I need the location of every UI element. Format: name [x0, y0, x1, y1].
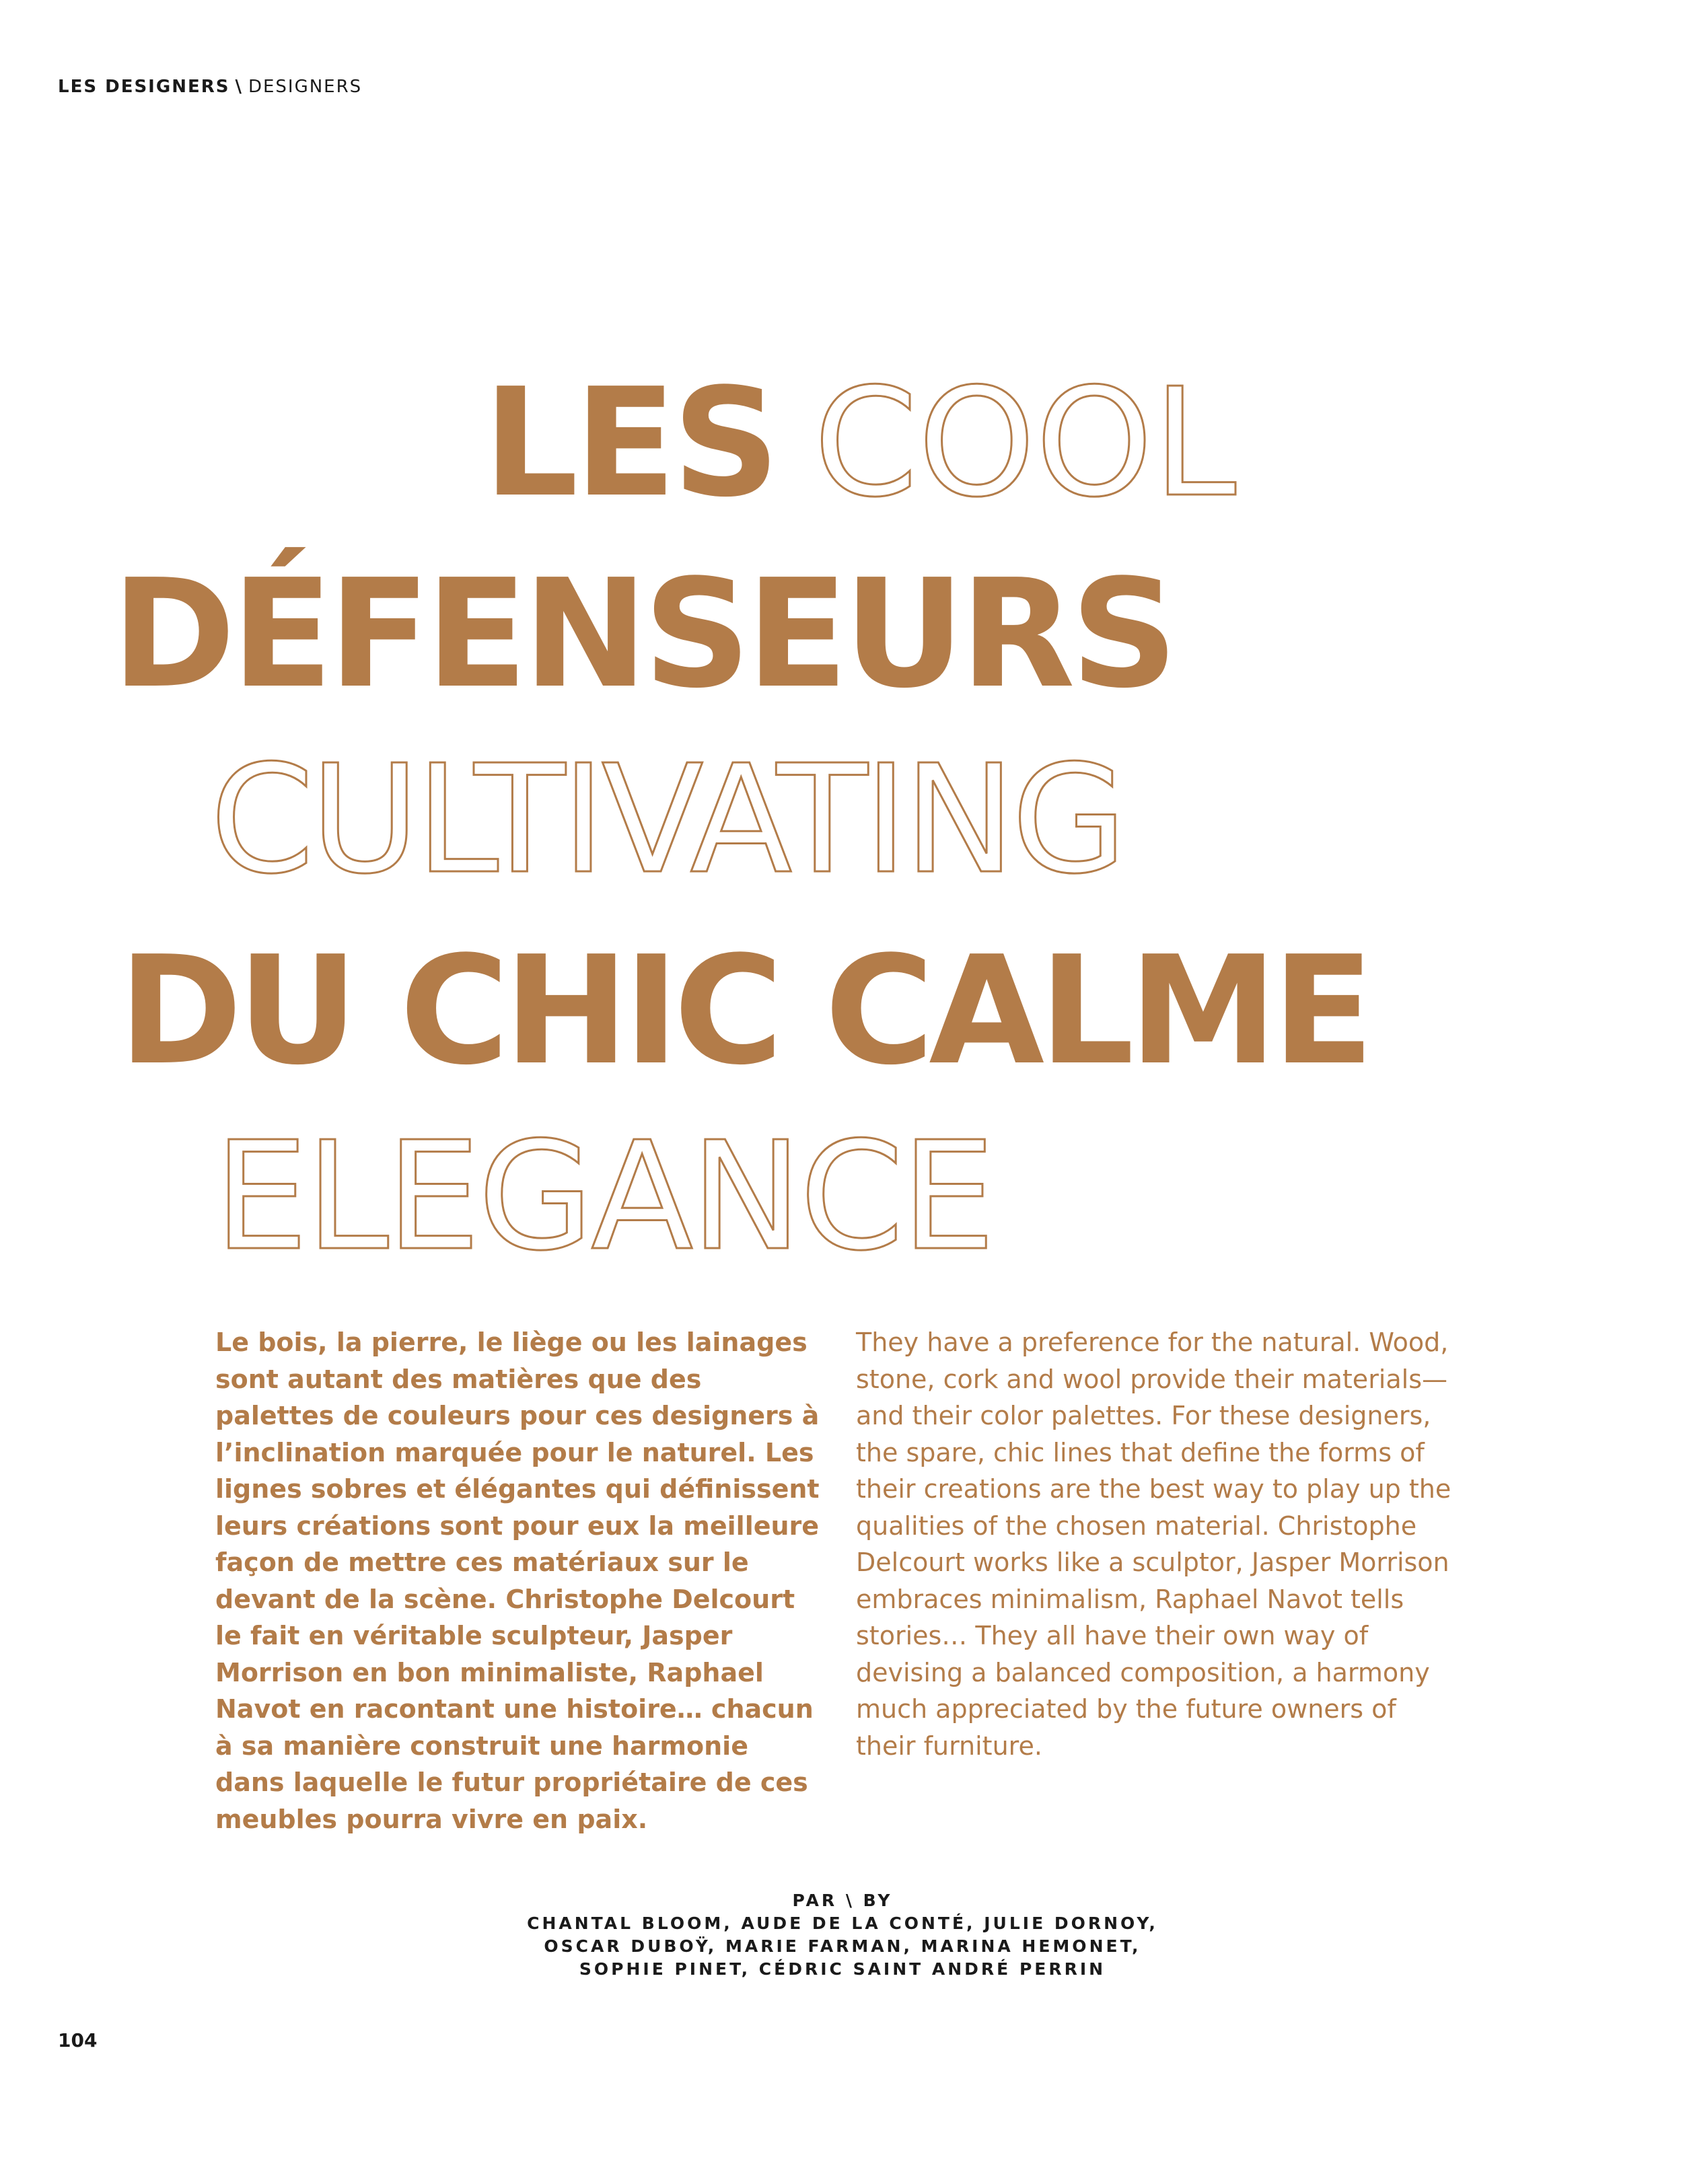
headline-line-1 [483, 357, 1237, 530]
section-separator: \ [235, 77, 243, 97]
headline-line-2 [112, 548, 1174, 721]
headline-line-5 [214, 1110, 993, 1284]
headline-cultivating: CULTIVATING [210, 733, 1124, 907]
headline-cool: COOL [814, 357, 1237, 530]
headline-defenseurs: DÉFENSEURS [112, 548, 1174, 721]
byline-line: SOPHIE PINET, CÉDRIC SAINT ANDRÉ PERRIN [579, 1959, 1106, 1979]
byline [0, 1889, 1685, 1981]
headline-elegance: ELEGANCE [214, 1110, 993, 1284]
headline-line-3 [210, 733, 1124, 907]
section-fr: LES DESIGNERS [58, 77, 230, 97]
section-en: DESIGNERS [248, 77, 363, 97]
intro-english: They have a preference for the natural. Wood, stone, cork and wool provide their materials—and their color palettes. For these designers, the spare, chic lines that define the forms of their creations are the best way to play up the qualities of the chosen material. Christophe Delcourt works like a sculptor, Jasper Morrison embraces minimalism, Raphael Navot tells stories… They all have their own way of devising a balanced composition, a harmony much appreciated by the future owners of their furniture. [856, 1327, 1451, 1761]
headline-du-chic-calme: DU CHIC CALME [118, 924, 1369, 1098]
byline-line: CHANTAL BLOOM, AUDE DE LA CONTÉ, JULIE DORNOY, [527, 1914, 1158, 1933]
intro-french: Le bois, la pierre, le liège ou les lainages sont autant des matières que des palettes de couleurs pour ces designers à l’inclination marquée pour le naturel. Les lignes sobres et élégantes qui définissent leurs créations sont pour eux la meilleure façon de mettre ces matériaux sur le devant de la scène. Christophe Delcourt le fait en véritable sculpteur, Jasper Morrison en bon minimaliste, Raphael Navot en racontant une histoire… chacun à sa manière construit une harmonie dans laquelle le futur propriétaire de ces meubles pourra vivre en paix. [215, 1327, 820, 1834]
byline-line: OSCAR DUBOŸ, MARIE FARMAN, MARINA HEMONET, [544, 1936, 1141, 1956]
page-number: 104 [58, 2029, 98, 2051]
headline-line-4 [118, 924, 1369, 1098]
headline-les: LES [483, 357, 776, 530]
running-head [58, 77, 362, 97]
byline-label: PAR \ BY [792, 1891, 893, 1910]
